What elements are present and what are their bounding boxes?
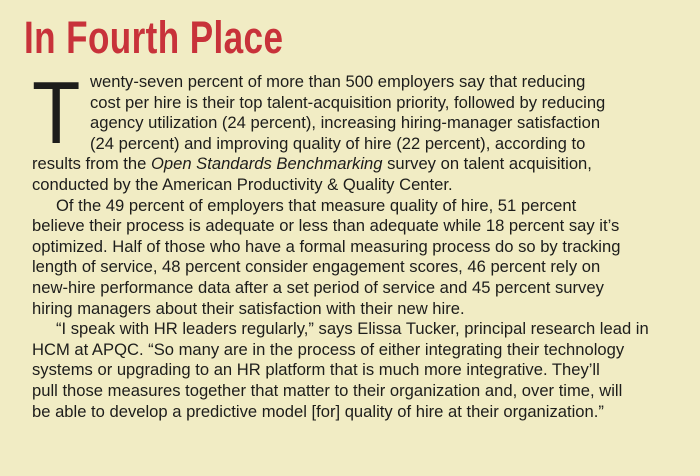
paragraph-2-line: hiring managers about their satisfaction with their new hire. — [32, 298, 465, 318]
paragraph-3-line: pull those measures together that matter to their organization and, over time, will — [32, 380, 623, 400]
paragraph-3-line: systems or upgrading to an HR platform that is much more integrative. They’ll — [32, 360, 600, 380]
paragraph-2 — [32, 196, 678, 320]
drop-cap: T — [32, 63, 81, 162]
paragraph-3-line: “I speak with HR leaders regularly,” says Elissa Tucker, principal research lead in — [56, 319, 649, 339]
paragraph-1-line: (24 percent) and improving quality of hire (22 percent), according to — [90, 133, 586, 153]
paragraph-1-line: cost per hire is their top talent-acquisition priority, followed by reducing — [90, 92, 606, 112]
report-title: Open Standards Benchmarking — [150, 154, 383, 174]
text-fragment: survey on talent acquisition, — [382, 154, 592, 174]
paragraph-1-line: conducted by the American Productivity & Quality Center. — [32, 174, 453, 194]
text-fragment: results from the — [32, 154, 151, 174]
paragraph-3-line: HCM at APQC. “So many are in the process of either integrating their technology — [32, 339, 625, 359]
paragraph-2-line: Of the 49 percent of employers that measure quality of hire, 51 percent — [56, 195, 577, 215]
paragraph-1-line — [32, 154, 678, 175]
paragraph-1-line: agency utilization (24 percent), increasing hiring-manager satisfaction — [90, 113, 601, 133]
article-body — [32, 63, 678, 422]
paragraph-3-line: be able to develop a predictive model [for] quality of hire at their organization.” — [32, 401, 604, 421]
paragraph-2-line: believe their process is adequate or less than adequate while 18 percent say it’s — [32, 216, 620, 236]
paragraph-3 — [32, 319, 678, 422]
article-title: In Fourth Place — [24, 12, 284, 63]
paragraph-1-line: wenty-seven percent of more than 500 employers say that reducing — [90, 72, 586, 91]
paragraph-2-line: length of service, 48 percent consider engagement scores, 46 percent rely on — [32, 257, 601, 277]
paragraph-1 — [32, 63, 678, 196]
paragraph-2-line: optimized. Half of those who have a formal measuring process do so by tracking — [32, 236, 621, 256]
paragraph-2-line: new-hire performance data after a set period of service and 45 percent survey — [32, 277, 604, 297]
